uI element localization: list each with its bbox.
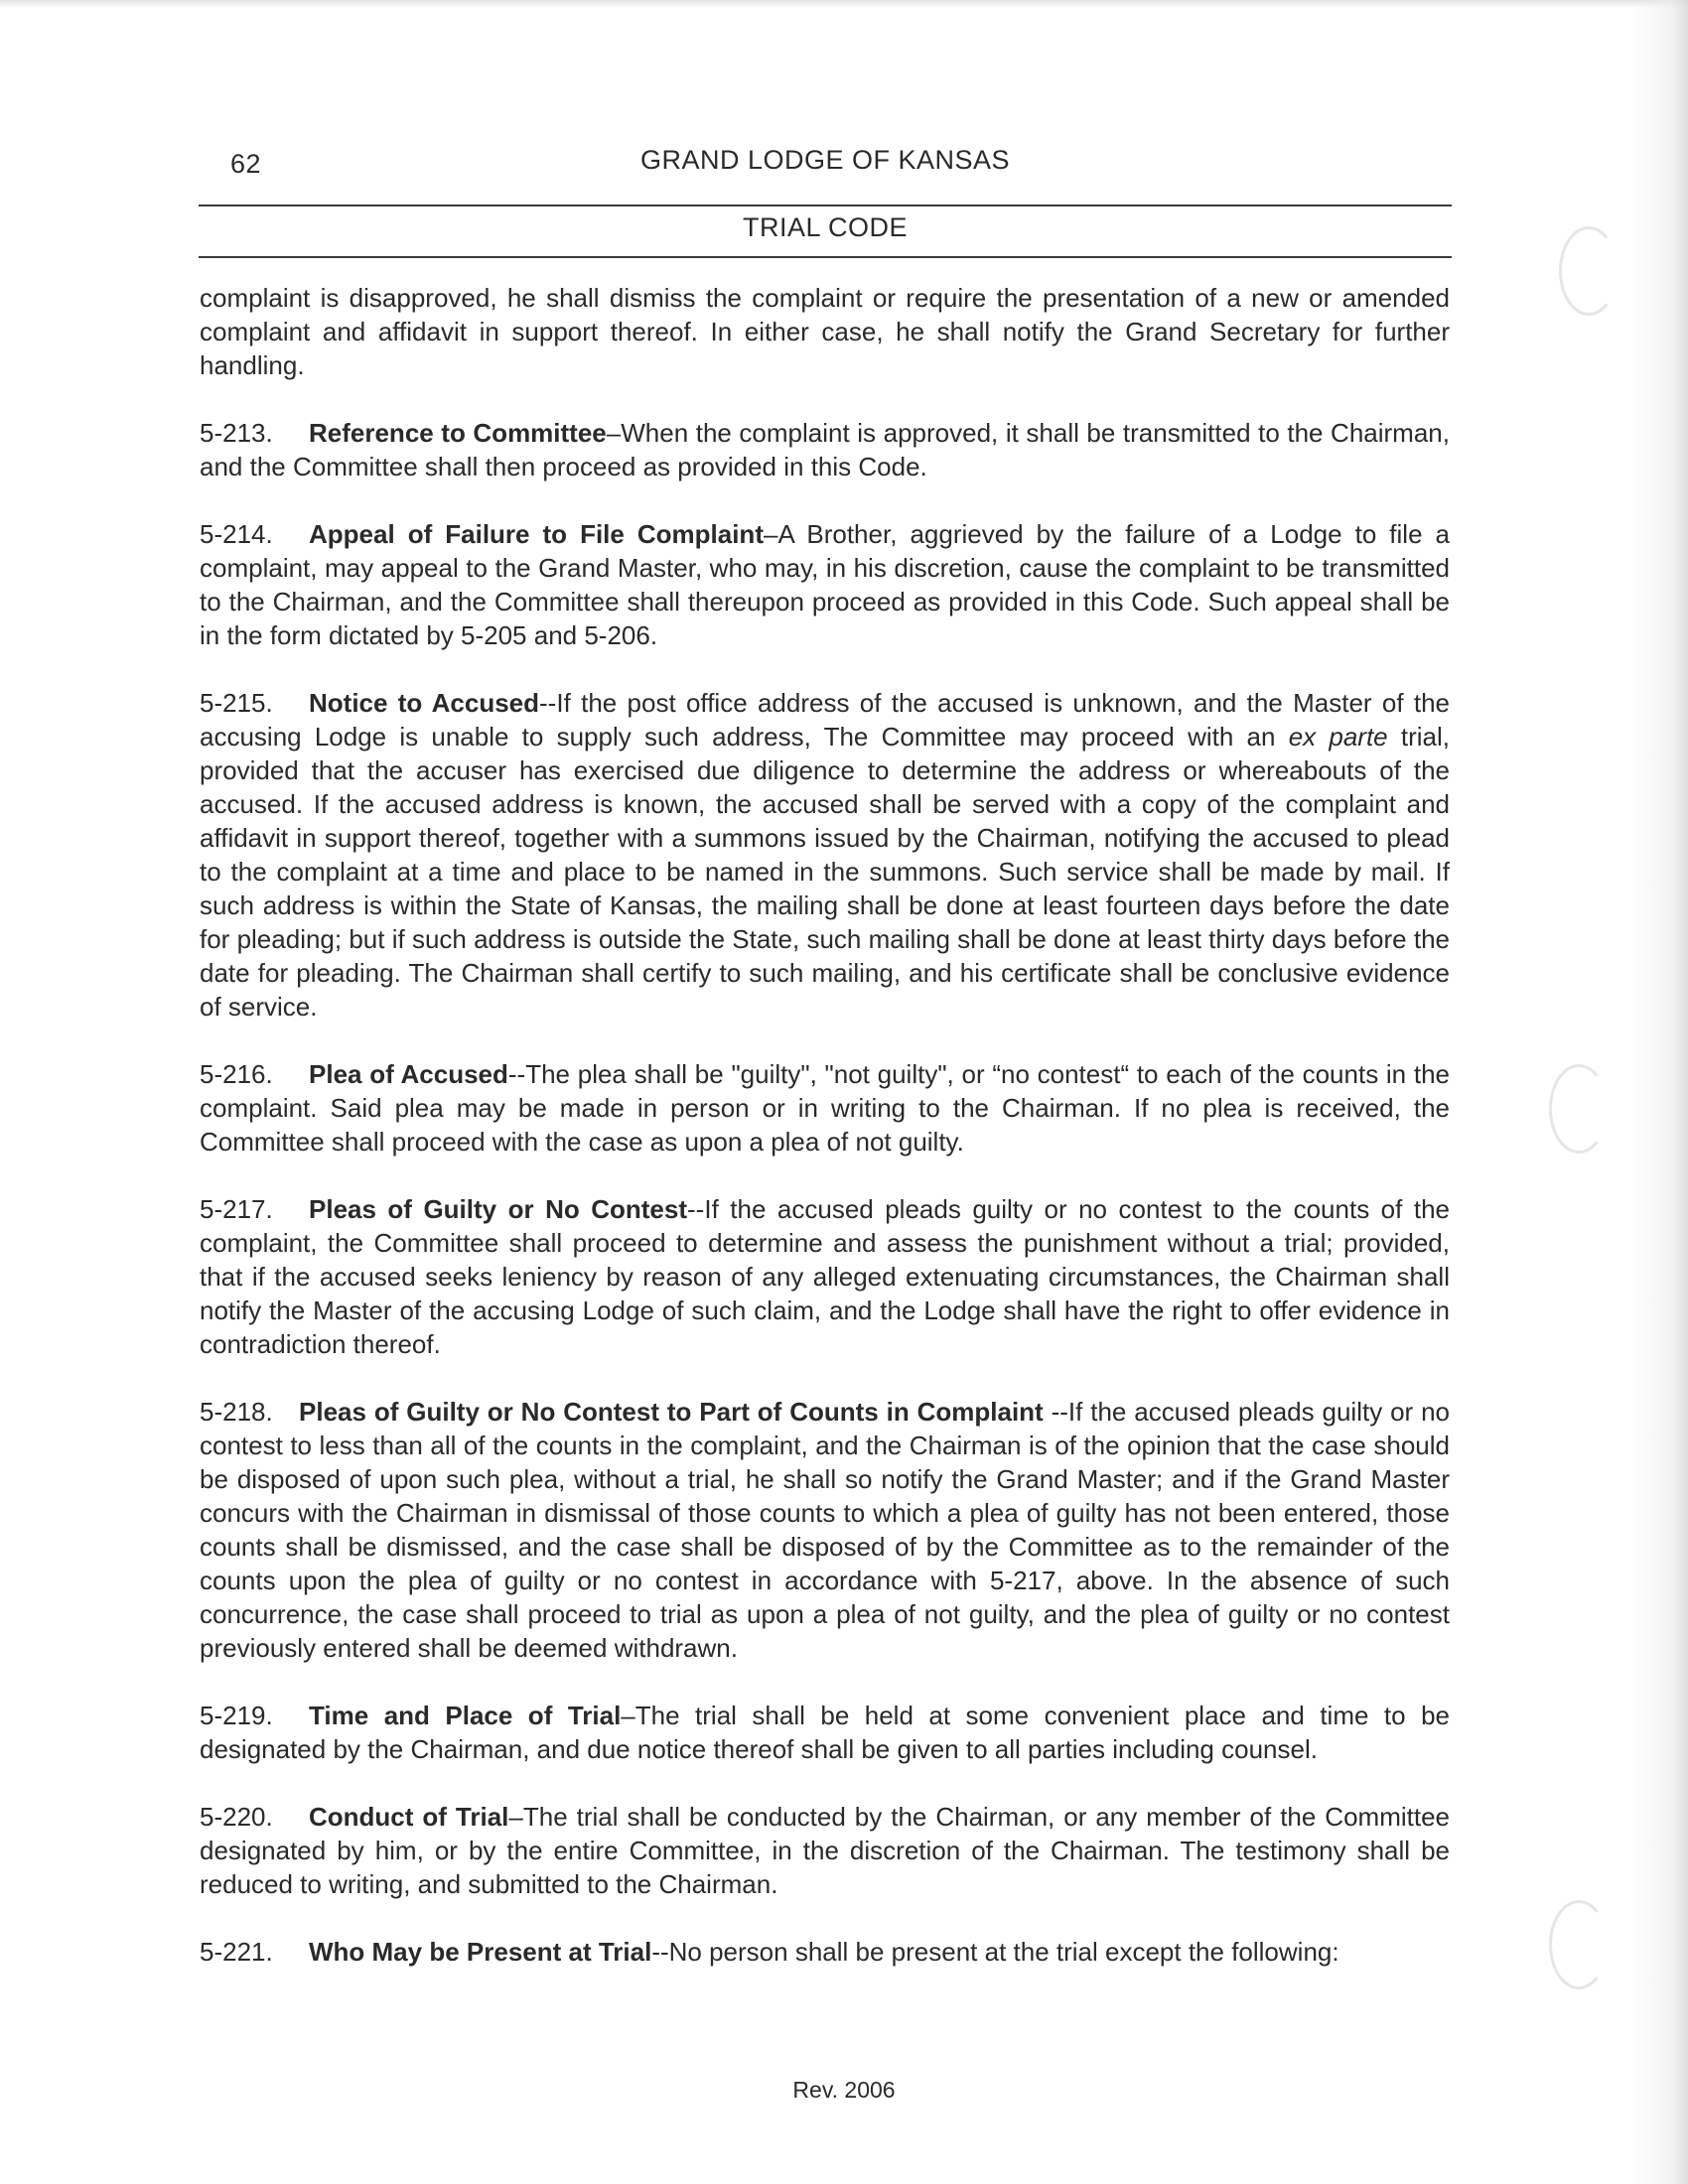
- section-title: Who May be Present at Trial: [309, 1937, 652, 1967]
- page-number: 62: [230, 149, 262, 179]
- section-number: 5-220.: [200, 1802, 273, 1832]
- section-title: Notice to Accused: [309, 688, 540, 718]
- section-title: Pleas of Guilty or No Contest to Part of Counts in Complaint: [299, 1397, 1044, 1427]
- section-separator: –: [606, 418, 622, 448]
- section-5-216: [200, 1057, 1450, 1159]
- section-5-221: [200, 1935, 1450, 1969]
- section-title: Conduct of Trial: [309, 1802, 509, 1832]
- section-number: 5-218.: [200, 1397, 273, 1427]
- section-separator: --: [539, 688, 557, 718]
- section-separator: --: [1043, 1397, 1068, 1427]
- section-number: 5-214.: [200, 519, 273, 549]
- section-5-215: [200, 686, 1450, 1024]
- section-text: If the accused pleads guilty or no contest to less than all of the counts in the complaint, and the Chairman is of the opinion that the case should be disposed of upon such plea, without a trial, he shall so notify the Grand Master; and if the Grand Master concurs with the Chairman in dismissal of those counts to which a plea of guilty has not been entered, those counts shall be dismissed, and the case shall be disposed of by the Committee as to the remainder of the counts upon the plea of guilty or no contest in accordance with 5-217, above. In the absence of such concurrence, the case shall proceed to trial as upon a plea of not guilty, and the plea of guilty or no contest previously entered shall be deemed withdrawn.: [200, 1397, 1450, 1663]
- section-separator: --: [687, 1194, 705, 1224]
- section-text: When the complaint is approved, it shall be transmitted to the Chairman, and the Committee shall then proceed as provided in this Code.: [200, 418, 1450, 481]
- section-5-220: [200, 1800, 1450, 1901]
- section-number: 5-213.: [200, 418, 273, 448]
- section-text: trial, provided that the accuser has exercised due diligence to determine the address or whereabouts of the accused. If the accused address is known, the accused shall be served with a copy of the complaint and affidavit in support thereof, together with a summons issued by the Chairman, notifying the accused to plead to the complaint at a time and place to be named in the summons. Such service shall be made by mail. If such address is within the State of Kansas, the mailing shall be done at least fourteen days before the date for pleading; but if such address is outside the State, such mailing shall be done at least thirty days before the date for pleading. The Chairman shall certify to such mailing, and his certificate shall be conclusive evidence of service.: [200, 722, 1450, 1022]
- section-number: 5-217.: [200, 1194, 273, 1224]
- header-rule-top: [199, 205, 1452, 206]
- section-number: 5-219.: [200, 1701, 273, 1730]
- section-title: Plea of Accused: [309, 1059, 508, 1089]
- section-separator: –: [621, 1701, 635, 1730]
- section-title: Pleas of Guilty or No Contest: [309, 1194, 688, 1224]
- scan-top-shadow: [0, 0, 1688, 8]
- latin-term: ex parte: [1288, 722, 1388, 751]
- section-5-217: [200, 1192, 1450, 1361]
- section-text: The trial shall be conducted by the Chairman, or any member of the Committee designated by him, or by the entire Committee, in the discretion of the Chairman. The testimony shall be reduced to writing, and submitted to the Chairman.: [200, 1802, 1451, 1899]
- page-subtitle: TRIAL CODE: [742, 212, 909, 242]
- section-5-218: [200, 1395, 1450, 1665]
- section-separator: --: [507, 1059, 526, 1089]
- section-text-intro: If the post office address of the accused is unknown, and the Master of the accusing Lodge is unable to supply such address, The Committee may proceed with an: [200, 688, 1450, 751]
- section-5-213: [200, 416, 1450, 483]
- section-number: 5-216.: [200, 1059, 273, 1089]
- section-title: Appeal of Failure to File Complaint: [309, 519, 764, 549]
- section-5-219: [200, 1699, 1450, 1766]
- section-text: The plea shall be "guilty", "not guilty", or “no contest“ to each of the counts in the complaint. Said plea may be made in person or in writing to the Chairman. If no plea is received, the Committee shall proceed with the case as upon a plea of not guilty.: [200, 1059, 1451, 1157]
- page-footer: Rev. 2006: [792, 2077, 896, 2103]
- page-header: [199, 145, 1452, 264]
- page-title: GRAND LODGE OF KANSAS: [639, 145, 1011, 175]
- continuation-paragraph: complaint is disapproved, he shall dismiss the complaint or require the presentation of a new or amended complaint and affidavit in support thereof. In either case, he shall notify the Grand Secretary for further handling.: [200, 283, 1450, 380]
- section-separator: –: [508, 1802, 523, 1832]
- section-number: 5-215.: [200, 688, 273, 718]
- punch-hole-middle: [1549, 1064, 1609, 1154]
- section-number: 5-221.: [200, 1937, 273, 1967]
- header-rule-bottom: [199, 256, 1452, 258]
- section-text: The trial shall be held at some convenient place and time to be designated by the Chairman, and due notice thereof shall be given to all parties including counsel.: [200, 1701, 1450, 1764]
- section-title: Reference to Committee: [309, 418, 607, 448]
- punch-hole-bottom: [1549, 1900, 1609, 1989]
- section-text: No person shall be present at the trial except the following:: [668, 1937, 1339, 1967]
- section-text: A Brother, aggrieved by the failure of a Lodge to file a complaint, may appeal to the Grand Master, who may, in his discretion, cause the complaint to be transmitted to the Chairman, and the Committee shall thereupon proceed as provided in this Code. Such appeal shall be in the form dictated by 5-205 and 5-206.: [200, 519, 1450, 650]
- punch-hole-top: [1559, 226, 1618, 316]
- document-body: [200, 281, 1450, 2002]
- section-5-214: [200, 517, 1450, 652]
- section-text: If the accused pleads guilty or no contest to the counts of the complaint, the Committee shall proceed to determine and assess the punishment without a trial; provided, that if the accused seeks leniency by reason of any alleged extenuating circumstances, the Chairman shall notify the Master of the accusing Lodge of such claim, and the Lodge shall have the right to offer evidence in contradiction thereof.: [200, 1194, 1450, 1359]
- section-title: Time and Place of Trial: [309, 1701, 622, 1730]
- section-separator: –: [763, 519, 778, 549]
- section-separator: --: [651, 1937, 669, 1967]
- binder-edge-shadow: [1630, 0, 1688, 2184]
